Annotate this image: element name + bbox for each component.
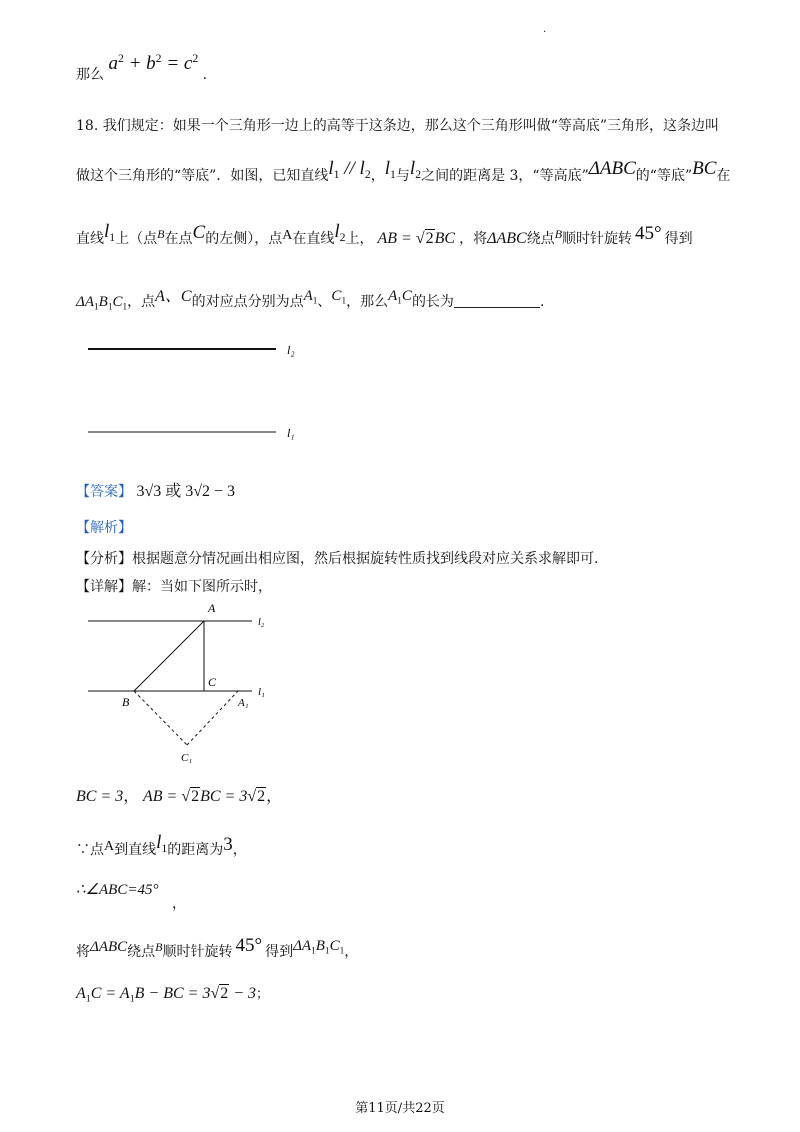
math-a-c: A、C — [155, 288, 192, 305]
page-footer: 第11页/共22页 — [355, 1101, 445, 1116]
q18-line-2 — [76, 158, 731, 188]
label-c1: C₁ — [181, 752, 193, 764]
q18-line-1: 18. 我们规定：如果一个三角形一边上的高等于这条边，那么这个三角形叫做“等高底”三角形，这条边叫 — [76, 118, 720, 134]
analysis-tag: 【解析】 — [76, 520, 132, 536]
math-l2: $l_2$ — [409, 158, 422, 182]
math-l1: $l_1$ — [156, 832, 168, 856]
answer-value: 3√3 或 3√2 − 3 — [136, 483, 236, 500]
step-text: 得到 — [265, 944, 294, 960]
step-text: ， — [344, 944, 359, 960]
q18-text: ，将 — [459, 231, 488, 247]
prev-suffix: . — [202, 67, 208, 84]
q18-text: 在直线 — [292, 231, 335, 247]
math-ab-eq: AB = √2BC — [377, 230, 456, 247]
q18-text: 得到 — [664, 231, 693, 247]
prev-prefix: 那么 — [76, 67, 104, 84]
q18-text: 上（点 — [115, 231, 158, 247]
math-l1: $l_1$ — [104, 221, 116, 245]
q18-text: 的长为 — [411, 294, 454, 310]
step-4 — [76, 935, 359, 962]
fenxi-tag: 【分析】 — [76, 551, 132, 567]
q18-text: ，那么 — [346, 294, 389, 310]
math-triangle-abc: ΔABC — [487, 230, 527, 247]
step-3 — [76, 880, 158, 899]
q18-text: 的左侧），点 — [205, 231, 283, 247]
q18-line-4 — [76, 288, 544, 312]
figure-rotation — [80, 598, 280, 770]
math-l2: $l_2$ — [334, 221, 346, 245]
step-text: 到直线 — [114, 842, 157, 858]
q18-text: 在点 — [164, 231, 193, 247]
q18-text: 顺时针旋转 — [562, 231, 633, 247]
math-45deg: 45° — [235, 935, 263, 956]
math-a1c: $A_1C$ — [388, 288, 412, 307]
math-c1: $C_1$ — [331, 288, 347, 307]
math-3: 3 — [223, 834, 233, 855]
math-b: B — [157, 227, 165, 241]
math-triangle-a1b1c1: $\Delta A_1B_1C_1$ — [76, 294, 128, 313]
step-5: $A_1C = A_1B$ − BC = 3√2 − 3； — [76, 985, 270, 1005]
q18-text: 的“等底” — [635, 168, 693, 184]
prev-formula: $a^2 + b^2 = c^2$ — [108, 52, 199, 75]
xiangjie-tag: 【详解】 — [76, 579, 132, 595]
math-triangle-a1b1c1: $\Delta A_1B_1C_1$ — [293, 938, 345, 957]
answer-blank — [454, 293, 540, 308]
label-l2: l₂ — [287, 343, 295, 357]
header-dot: . — [543, 24, 547, 35]
math-45deg: 45° — [635, 223, 662, 244]
q18-text: 之间的距离是 3，“等高底” — [421, 168, 589, 184]
label-a: A — [208, 601, 216, 615]
math-a: A — [282, 228, 293, 243]
math-b: B — [554, 227, 563, 241]
q18-line-3 — [76, 221, 693, 251]
label-b: B — [122, 695, 130, 709]
xiangjie-text: 解：当如下图所示时， — [132, 579, 272, 595]
step-2 — [76, 832, 247, 862]
label-l2: l₂ — [258, 617, 265, 628]
q18-text: 与 — [395, 168, 410, 184]
label-a1: A₁ — [238, 697, 249, 709]
step-text: 顺时针旋转 — [162, 944, 233, 960]
math-a: A — [104, 839, 115, 854]
analysis-fenxi — [76, 548, 598, 568]
math-parallel: $l_1 // l_2$ — [328, 158, 371, 182]
label-l1: l₁ — [258, 686, 265, 698]
label-c: C — [208, 675, 217, 689]
figure-parallel-lines — [80, 335, 320, 445]
step-text: 绕点 — [127, 944, 156, 960]
step-1: BC = 3， AB = √2BC = 3√2， — [76, 788, 283, 805]
step-text: ∵点 — [76, 842, 104, 858]
q18-text: ，点 — [127, 294, 156, 310]
answer-tag: 【答案】 — [76, 484, 132, 500]
q18-text: 、 — [317, 294, 332, 310]
q18-text: . — [539, 294, 545, 310]
math-triangle-abc: ΔABC — [90, 939, 128, 955]
q18-text: ， — [370, 168, 385, 184]
q18-text: 直线 — [76, 231, 104, 247]
q18-text: 的对应点分别为点 — [191, 294, 304, 310]
step-text: 的距离为 — [167, 842, 224, 858]
math-bc: BC — [692, 158, 717, 179]
step-text: 将 — [76, 944, 90, 960]
prev-conclusion — [76, 52, 208, 85]
analysis-xiangjie — [76, 576, 272, 596]
q18-text: 做这个三角形的“等底”．如图，已知直线 — [76, 168, 329, 184]
math-a1: $A_1$ — [303, 288, 318, 307]
math-l1: $l_1$ — [384, 158, 396, 182]
q18-text: 绕点 — [526, 231, 555, 247]
q18-text: 在 — [716, 168, 731, 184]
q18-text: 上， — [345, 231, 374, 247]
step-3-tail: ， — [172, 896, 186, 912]
label-l1: l₁ — [287, 426, 295, 440]
math-triangle-abc: ΔABC — [588, 158, 636, 179]
math-b: B — [155, 940, 163, 954]
math-c: C — [192, 222, 206, 243]
fenxi-text: 根据题意分情况画出相应图，然后根据旋转性质找到线段对应关系求解即可. — [132, 551, 599, 567]
math-angle: ∴∠ABC=45° — [76, 882, 159, 898]
answer-line — [76, 478, 235, 501]
step-text: ， — [232, 842, 247, 858]
